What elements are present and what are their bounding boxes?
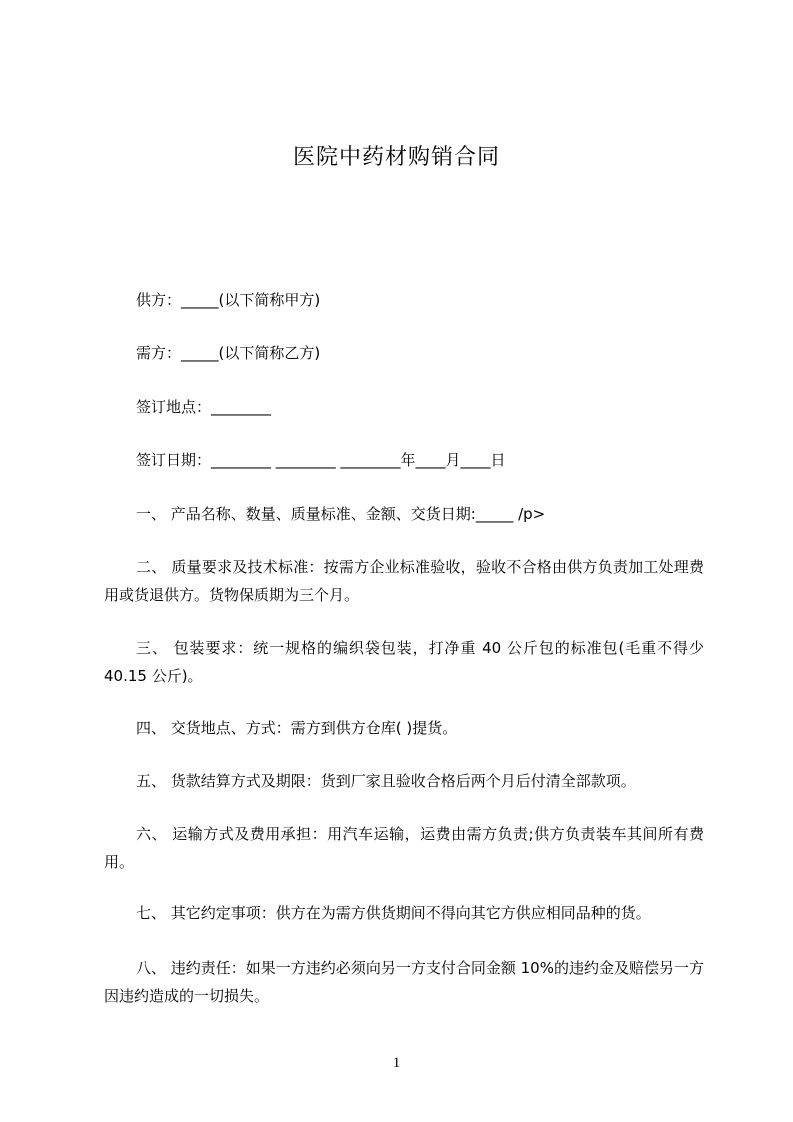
signing-place-field: 签订地点：________ — [136, 398, 272, 416]
supplier-field: 供方：_____(以下简称甲方) — [136, 291, 321, 309]
document-title: 医院中药材购销合同 — [292, 145, 500, 170]
clause-2: 二、 质量要求及技术标准：按需方企业标准验收，验收不合格由供方负责加工处理费用或货退供方。货物保质期为三个月。 — [104, 558, 704, 604]
clause-3: 三、 包装要求：统一规格的编织袋包装，打净重 40 公斤包的标准包(毛重不得少 40.15 公斤)。 — [104, 639, 704, 685]
clause-6: 六、 运输方式及费用承担：用汽车运输，运费由需方负责;供方负责装车其间所有费用。 — [104, 825, 704, 871]
signing-date-field: 签订日期：________ ________ ________年____月____日 — [136, 451, 506, 469]
page-number: 1 — [392, 1055, 401, 1071]
clause-1: 一、 产品名称、数量、质量标准、金额、交货日期:_____ /p> — [136, 505, 546, 523]
buyer-field: 需方：_____(以下简称乙方) — [136, 344, 321, 362]
clause-4: 四、 交货地点、方式：需方到供方仓库( )提货。 — [136, 719, 458, 737]
clause-7: 七、 其它约定事项：供方在为需方供货期间不得向其它方供应相同品种的货。 — [136, 904, 651, 922]
clause-8: 八、 违约责任：如果一方违约必须向另一方支付合同金额 10%的违约金及赔偿另一方因违约造成的一切损失。 — [104, 959, 704, 1005]
clause-5: 五、 货款结算方式及期限：货到厂家且验收合格后两个月后付清全部款项。 — [136, 772, 636, 790]
